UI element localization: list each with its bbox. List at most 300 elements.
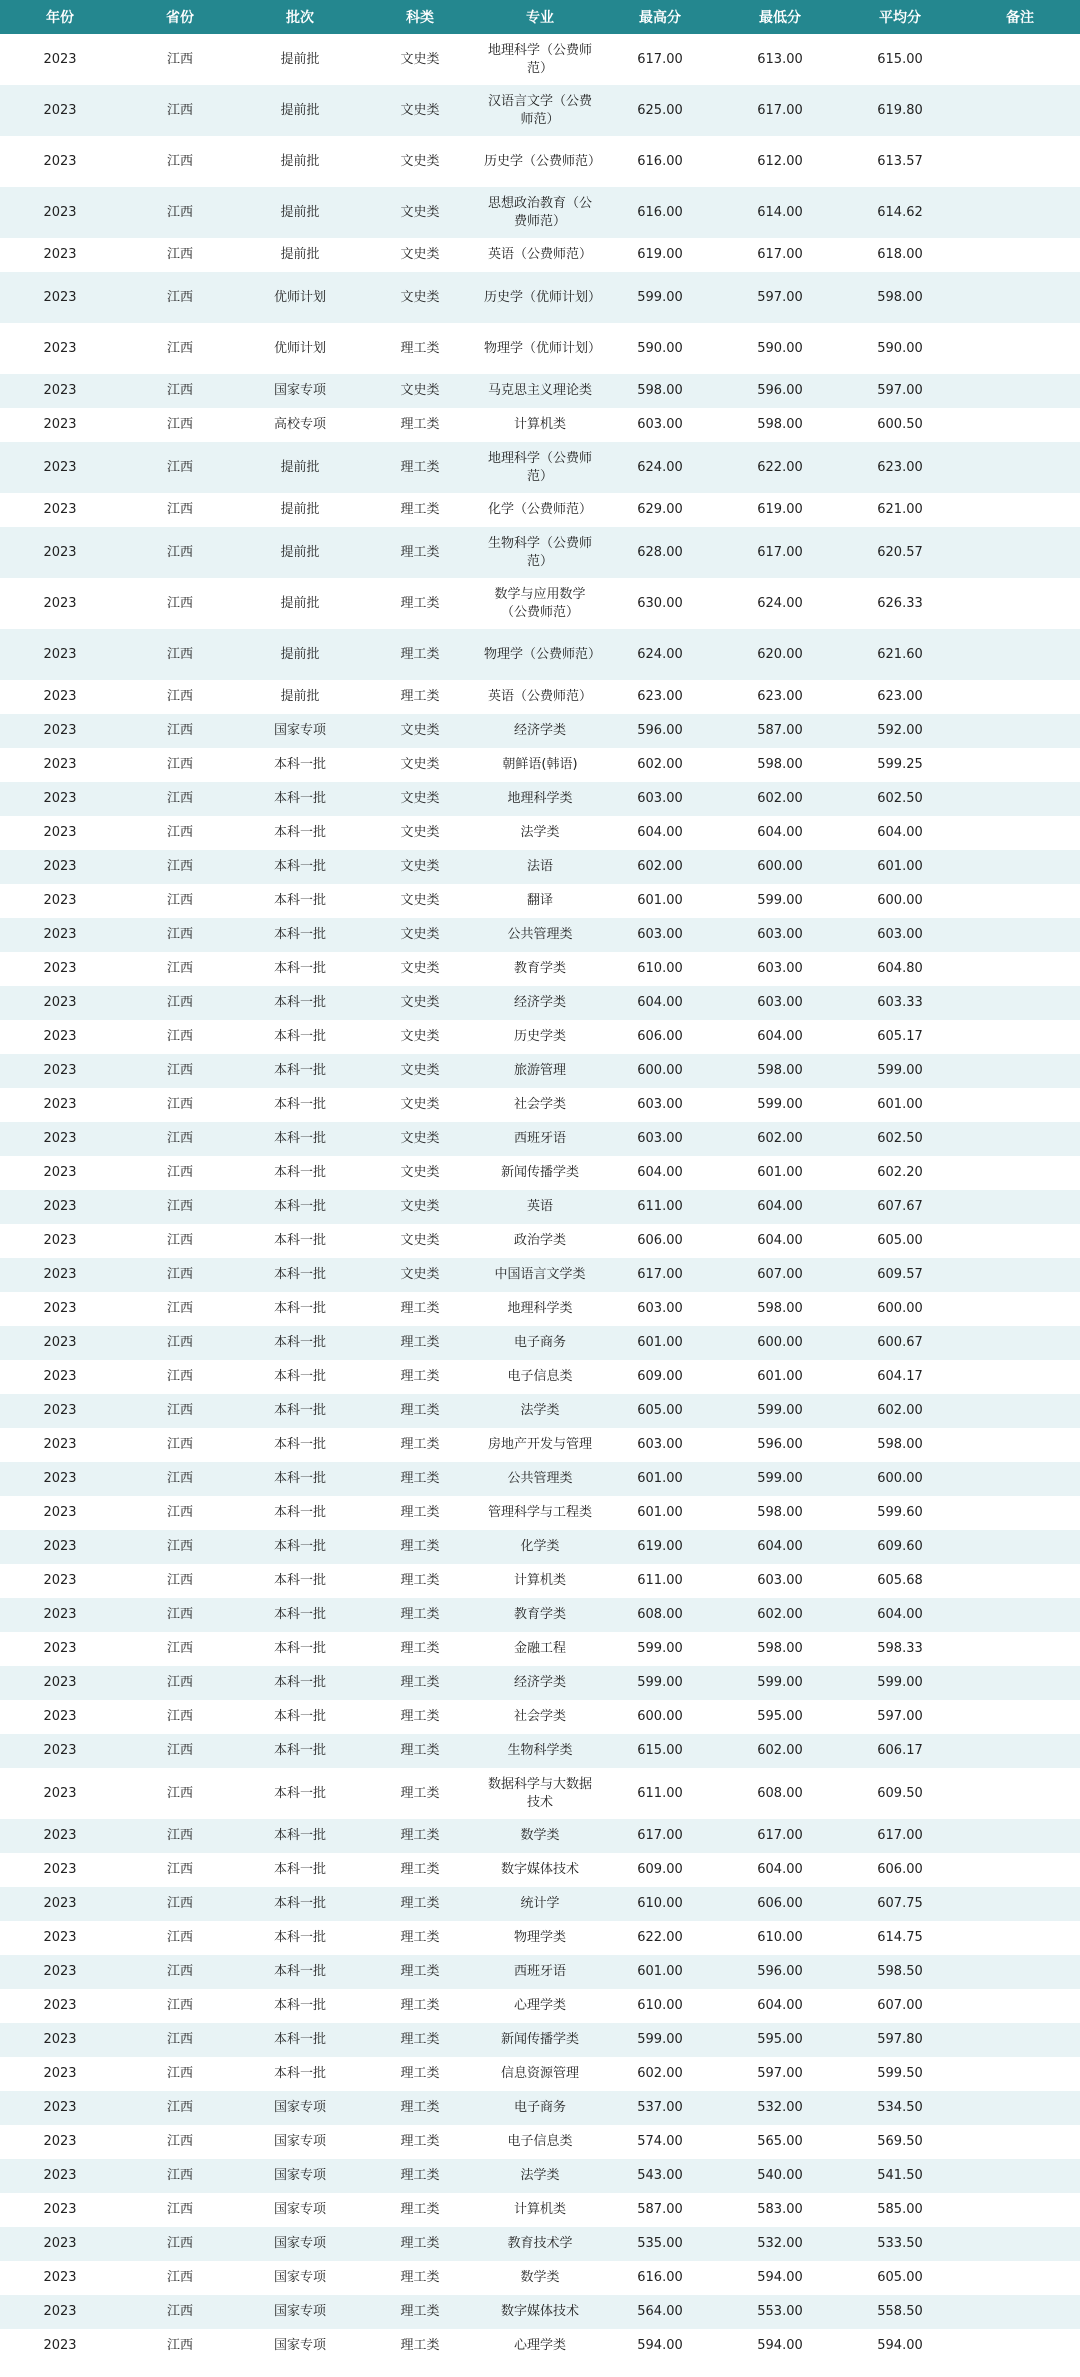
table-row [0, 1598, 1080, 1632]
cell-category: 理工类 [400, 1828, 440, 1843]
major-label: 数学与应用数学（公费师范） [494, 586, 586, 620]
cell-remarks [960, 1955, 1080, 1989]
cell-province: 江西 [166, 791, 193, 806]
cell-avg-score: 602.00 [877, 1403, 923, 1418]
cell-remarks [960, 2125, 1080, 2159]
cell-major [480, 680, 600, 714]
cell-category: 理工类 [400, 2202, 440, 2217]
cell-year: 2023 [43, 2134, 77, 2149]
cell-category: 理工类 [400, 1930, 440, 1945]
cell-category: 理工类 [400, 417, 440, 432]
cell-min-score: 604.00 [757, 1199, 803, 1214]
cell-remarks [960, 493, 1080, 527]
cell-category: 理工类 [400, 459, 440, 475]
cell-batch: 本科一批 [273, 2066, 326, 2081]
cell-province: 江西 [166, 383, 193, 398]
table-row [0, 952, 1080, 986]
cell-batch: 本科一批 [273, 1828, 326, 1843]
table-row [0, 85, 1080, 136]
cell-major [480, 1326, 600, 1360]
cell-province: 江西 [166, 689, 193, 704]
header-major: 专业 [526, 10, 554, 26]
major-label: 教育技术学 [507, 2236, 573, 2251]
cell-province: 江西 [166, 544, 193, 560]
cell-major [480, 187, 600, 238]
cell-min-score: 602.00 [757, 1607, 803, 1622]
cell-category: 文史类 [400, 791, 440, 806]
cell-category: 理工类 [400, 2236, 440, 2251]
cell-batch: 提前批 [280, 51, 320, 67]
major-label: 朝鲜语(韩语) [502, 757, 578, 772]
cell-max-score: 625.00 [637, 102, 683, 118]
table-row [0, 1734, 1080, 1768]
major-label: 管理科学与工程类 [487, 1505, 592, 1520]
cell-max-score: 610.00 [637, 1998, 683, 2013]
cell-max-score: 600.00 [637, 1709, 683, 1724]
cell-batch: 本科一批 [273, 1505, 326, 1520]
header-year: 年份 [46, 10, 74, 26]
table-row [0, 1122, 1080, 1156]
cell-year: 2023 [43, 1862, 77, 1877]
cell-min-score: 603.00 [757, 995, 803, 1010]
cell-max-score: 624.00 [637, 459, 683, 475]
major-label: 金融工程 [513, 1641, 566, 1656]
cell-province: 江西 [166, 2134, 193, 2149]
cell-min-score: 617.00 [757, 247, 803, 262]
cell-max-score: 606.00 [637, 1029, 683, 1044]
cell-year: 2023 [43, 1199, 77, 1214]
cell-province: 江西 [166, 927, 193, 942]
cell-batch: 提前批 [280, 502, 320, 517]
cell-batch: 提前批 [280, 595, 320, 611]
cell-max-score: 600.00 [637, 1063, 683, 1078]
cell-avg-score: 534.50 [877, 2100, 923, 2115]
cell-major [480, 782, 600, 816]
table-row [0, 1530, 1080, 1564]
table-row [0, 2091, 1080, 2125]
cell-category: 文史类 [400, 153, 440, 169]
cell-avg-score: 605.00 [877, 2270, 923, 2285]
major-label: 西班牙语 [513, 1131, 566, 1146]
cell-avg-score: 600.00 [877, 893, 923, 908]
cell-max-score: 587.00 [637, 2202, 683, 2217]
cell-batch: 本科一批 [273, 1964, 326, 1979]
table-row [0, 1496, 1080, 1530]
cell-avg-score: 601.00 [877, 859, 923, 874]
cell-remarks [960, 578, 1080, 629]
table-row [0, 986, 1080, 1020]
major-label: 法学类 [520, 825, 560, 840]
cell-min-score: 599.00 [757, 1403, 803, 1418]
cell-remarks [960, 1326, 1080, 1360]
cell-batch: 本科一批 [273, 1233, 326, 1248]
cell-year: 2023 [43, 689, 77, 704]
cell-major [480, 714, 600, 748]
cell-major [480, 2125, 600, 2159]
cell-category: 理工类 [400, 1505, 440, 1520]
cell-avg-score: 623.00 [877, 459, 923, 475]
cell-year: 2023 [43, 1437, 77, 1452]
cell-province: 江西 [166, 204, 193, 220]
cell-min-score: 598.00 [757, 417, 803, 432]
cell-batch: 本科一批 [273, 825, 326, 840]
cell-max-score: 590.00 [637, 340, 683, 356]
cell-remarks [960, 1632, 1080, 1666]
cell-province: 江西 [166, 1403, 193, 1418]
cell-min-score: 587.00 [757, 723, 803, 738]
cell-max-score: 609.00 [637, 1369, 683, 1384]
cell-batch: 国家专项 [273, 2168, 326, 2183]
cell-year: 2023 [43, 1029, 77, 1044]
cell-remarks [960, 1989, 1080, 2023]
cell-year: 2023 [43, 247, 77, 262]
cell-province: 江西 [166, 1862, 193, 1877]
cell-avg-score: 600.00 [877, 1301, 923, 1316]
cell-remarks [960, 1819, 1080, 1853]
cell-min-score: 598.00 [757, 1641, 803, 1656]
cell-year: 2023 [43, 544, 77, 560]
cell-avg-score: 626.33 [877, 595, 923, 611]
cell-batch: 本科一批 [273, 859, 326, 874]
cell-year: 2023 [43, 2168, 77, 2183]
cell-max-score: 602.00 [637, 2066, 683, 2081]
table-row [0, 2261, 1080, 2295]
cell-province: 江西 [166, 1131, 193, 1146]
cell-min-score: 565.00 [757, 2134, 803, 2149]
cell-batch: 本科一批 [273, 1403, 326, 1418]
major-label: 法语 [526, 859, 553, 874]
cell-batch: 本科一批 [273, 1896, 326, 1911]
cell-major [480, 986, 600, 1020]
major-label: 地理科学类 [507, 791, 573, 806]
cell-remarks [960, 1921, 1080, 1955]
cell-year: 2023 [43, 2270, 77, 2285]
cell-min-score: 617.00 [757, 1828, 803, 1843]
cell-year: 2023 [43, 1930, 77, 1945]
cell-year: 2023 [43, 502, 77, 517]
cell-year: 2023 [43, 757, 77, 772]
cell-min-score: 600.00 [757, 859, 803, 874]
cell-year: 2023 [43, 459, 77, 475]
major-label: 电子信息类 [507, 2134, 573, 2149]
major-label: 心理学类 [513, 1998, 566, 2013]
cell-province: 江西 [166, 859, 193, 874]
cell-province: 江西 [166, 2032, 193, 2047]
cell-major [480, 408, 600, 442]
cell-category: 理工类 [400, 595, 440, 611]
cell-min-score: 540.00 [757, 2168, 803, 2183]
cell-avg-score: 606.17 [877, 1743, 923, 1758]
cell-major [480, 2091, 600, 2125]
cell-year: 2023 [43, 1301, 77, 1316]
cell-category: 文史类 [400, 1131, 440, 1146]
major-label: 英语（公费师范） [487, 247, 592, 262]
cell-category: 文史类 [400, 723, 440, 738]
cell-year: 2023 [43, 1539, 77, 1554]
cell-major [480, 1989, 600, 2023]
table-row [0, 2329, 1080, 2363]
cell-max-score: 603.00 [637, 1437, 683, 1452]
table-row [0, 1955, 1080, 1989]
major-label: 英语 [526, 1199, 553, 1214]
cell-year: 2023 [43, 646, 77, 662]
cell-max-score: 537.00 [637, 2100, 683, 2115]
cell-major [480, 1530, 600, 1564]
cell-batch: 本科一批 [273, 1709, 326, 1724]
cell-category: 理工类 [400, 1471, 440, 1486]
cell-major [480, 918, 600, 952]
cell-province: 江西 [166, 723, 193, 738]
cell-province: 江西 [166, 893, 193, 908]
cell-min-score: 599.00 [757, 1675, 803, 1690]
cell-max-score: 603.00 [637, 1301, 683, 1316]
major-label: 数据科学与大数据技术 [487, 1776, 592, 1810]
cell-category: 理工类 [400, 1573, 440, 1588]
table-row [0, 1292, 1080, 1326]
table-row [0, 136, 1080, 187]
cell-remarks [960, 2227, 1080, 2261]
cell-province: 江西 [166, 1199, 193, 1214]
cell-major [480, 1734, 600, 1768]
cell-batch: 本科一批 [273, 1301, 326, 1316]
cell-avg-score: 621.00 [877, 502, 923, 517]
cell-batch: 本科一批 [273, 927, 326, 942]
cell-min-score: 595.00 [757, 1709, 803, 1724]
cell-avg-score: 599.00 [877, 1675, 923, 1690]
cell-batch: 本科一批 [273, 1165, 326, 1180]
cell-province: 江西 [166, 1641, 193, 1656]
cell-category: 理工类 [400, 2066, 440, 2081]
cell-category: 文史类 [400, 247, 440, 262]
major-label: 新闻传播学类 [500, 2032, 579, 2047]
table-row [0, 2193, 1080, 2227]
cell-year: 2023 [43, 1335, 77, 1350]
cell-avg-score: 600.67 [877, 1335, 923, 1350]
cell-avg-score: 600.50 [877, 417, 923, 432]
header-category: 科类 [406, 10, 434, 26]
cell-major [480, 1292, 600, 1326]
cell-major [480, 884, 600, 918]
major-label: 数字媒体技术 [500, 2304, 579, 2319]
table-row [0, 629, 1080, 680]
cell-province: 江西 [166, 459, 193, 475]
cell-batch: 本科一批 [273, 1097, 326, 1112]
cell-category: 理工类 [400, 2100, 440, 2115]
cell-batch: 高校专项 [273, 417, 326, 432]
cell-major [480, 323, 600, 374]
cell-category: 文史类 [400, 859, 440, 874]
cell-category: 理工类 [400, 2338, 440, 2353]
cell-max-score: 601.00 [637, 1964, 683, 1979]
cell-remarks [960, 2091, 1080, 2125]
cell-avg-score: 605.68 [877, 1573, 923, 1588]
cell-batch: 提前批 [280, 247, 320, 262]
major-label: 数学类 [520, 1828, 560, 1843]
cell-max-score: 543.00 [637, 2168, 683, 2183]
table-row [0, 1360, 1080, 1394]
cell-max-score: 608.00 [637, 1607, 683, 1622]
cell-remarks [960, 374, 1080, 408]
cell-major [480, 1020, 600, 1054]
cell-avg-score: 606.00 [877, 1862, 923, 1877]
cell-province: 江西 [166, 1828, 193, 1843]
cell-max-score: 609.00 [637, 1862, 683, 1877]
cell-max-score: 603.00 [637, 791, 683, 806]
table-row [0, 2023, 1080, 2057]
table-row [0, 323, 1080, 374]
cell-year: 2023 [43, 1675, 77, 1690]
table-row [0, 187, 1080, 238]
table-row [0, 2227, 1080, 2261]
cell-min-score: 590.00 [757, 340, 803, 356]
cell-batch: 国家专项 [273, 2202, 326, 2217]
cell-max-score: 601.00 [637, 1471, 683, 1486]
cell-batch: 本科一批 [273, 1437, 326, 1452]
cell-min-score: 617.00 [757, 544, 803, 560]
cell-avg-score: 604.80 [877, 961, 923, 976]
cell-min-score: 604.00 [757, 1233, 803, 1248]
cell-max-score: 601.00 [637, 1335, 683, 1350]
table-row [0, 1394, 1080, 1428]
cell-min-score: 620.00 [757, 646, 803, 662]
cell-major [480, 1666, 600, 1700]
cell-remarks [960, 629, 1080, 680]
cell-category: 文史类 [400, 1233, 440, 1248]
cell-max-score: 604.00 [637, 995, 683, 1010]
cell-year: 2023 [43, 1607, 77, 1622]
cell-max-score: 611.00 [637, 1785, 683, 1801]
cell-max-score: 623.00 [637, 689, 683, 704]
cell-batch: 本科一批 [273, 1785, 326, 1801]
cell-avg-score: 590.00 [877, 340, 923, 356]
cell-max-score: 535.00 [637, 2236, 683, 2251]
cell-avg-score: 623.00 [877, 689, 923, 704]
major-label: 物理学类 [513, 1930, 566, 1945]
cell-min-score: 608.00 [757, 1785, 803, 1801]
cell-max-score: 619.00 [637, 247, 683, 262]
cell-min-score: 614.00 [757, 204, 803, 220]
cell-major [480, 2261, 600, 2295]
cell-min-score: 594.00 [757, 2338, 803, 2353]
cell-batch: 本科一批 [273, 1471, 326, 1486]
table-row [0, 1921, 1080, 1955]
table-row [0, 1768, 1080, 1819]
cell-category: 文史类 [400, 1165, 440, 1180]
cell-major [480, 816, 600, 850]
cell-min-score: 596.00 [757, 383, 803, 398]
cell-batch: 本科一批 [273, 1998, 326, 2013]
cell-max-score: 603.00 [637, 1097, 683, 1112]
major-label: 翻译 [526, 893, 553, 908]
major-label: 化学（公费师范） [487, 502, 592, 517]
cell-avg-score: 598.33 [877, 1641, 923, 1656]
cell-province: 江西 [166, 1233, 193, 1248]
major-label: 公共管理类 [507, 927, 573, 942]
cell-remarks [960, 714, 1080, 748]
cell-batch: 提前批 [280, 544, 320, 560]
major-label: 数字媒体技术 [500, 1862, 579, 1877]
cell-batch: 提前批 [280, 102, 320, 118]
cell-max-score: 604.00 [637, 1165, 683, 1180]
cell-major [480, 1360, 600, 1394]
cell-remarks [960, 1666, 1080, 1700]
cell-category: 理工类 [400, 2168, 440, 2183]
cell-year: 2023 [43, 1709, 77, 1724]
cell-year: 2023 [43, 1131, 77, 1146]
cell-category: 理工类 [400, 2032, 440, 2047]
cell-max-score: 603.00 [637, 1131, 683, 1146]
cell-remarks [960, 1360, 1080, 1394]
cell-year: 2023 [43, 289, 77, 305]
cell-major [480, 2295, 600, 2329]
cell-min-score: 622.00 [757, 459, 803, 475]
cell-avg-score: 615.00 [877, 51, 923, 67]
cell-batch: 本科一批 [273, 757, 326, 772]
table-row [0, 1190, 1080, 1224]
cell-min-score: 596.00 [757, 1964, 803, 1979]
table-row [0, 884, 1080, 918]
cell-province: 江西 [166, 1165, 193, 1180]
cell-max-score: 601.00 [637, 1505, 683, 1520]
cell-major [480, 136, 600, 187]
cell-remarks [960, 85, 1080, 136]
cell-remarks [960, 1122, 1080, 1156]
cell-province: 江西 [166, 2338, 193, 2353]
cell-min-score: 598.00 [757, 757, 803, 772]
cell-province: 江西 [166, 2304, 193, 2319]
major-label: 法学类 [520, 1403, 560, 1418]
cell-batch: 提前批 [280, 153, 320, 169]
table-row [0, 1428, 1080, 1462]
cell-avg-score: 597.80 [877, 2032, 923, 2047]
cell-category: 文史类 [400, 1267, 440, 1282]
cell-major [480, 2057, 600, 2091]
cell-min-score: 599.00 [757, 1097, 803, 1112]
major-label: 经济学类 [513, 995, 566, 1010]
cell-max-score: 610.00 [637, 961, 683, 976]
cell-batch: 本科一批 [273, 1539, 326, 1554]
table-row [0, 1054, 1080, 1088]
cell-batch: 本科一批 [273, 1199, 326, 1214]
cell-major [480, 1564, 600, 1598]
cell-remarks [960, 782, 1080, 816]
cell-major [480, 1955, 600, 1989]
cell-year: 2023 [43, 1471, 77, 1486]
cell-province: 江西 [166, 961, 193, 976]
cell-avg-score: 600.00 [877, 1471, 923, 1486]
cell-avg-score: 599.60 [877, 1505, 923, 1520]
cell-year: 2023 [43, 1896, 77, 1911]
cell-batch: 国家专项 [273, 2304, 326, 2319]
cell-avg-score: 541.50 [877, 2168, 923, 2183]
cell-remarks [960, 680, 1080, 714]
cell-avg-score: 618.00 [877, 247, 923, 262]
cell-category: 理工类 [400, 502, 440, 517]
major-label: 旅游管理 [513, 1063, 566, 1078]
cell-province: 江西 [166, 646, 193, 662]
major-label: 心理学类 [513, 2338, 566, 2353]
cell-max-score: 599.00 [637, 289, 683, 305]
cell-category: 文史类 [400, 102, 440, 118]
cell-major [480, 1462, 600, 1496]
table-row [0, 408, 1080, 442]
table-row [0, 374, 1080, 408]
cell-batch: 本科一批 [273, 1369, 326, 1384]
cell-remarks [960, 1700, 1080, 1734]
cell-avg-score: 605.00 [877, 1233, 923, 1248]
cell-remarks [960, 1887, 1080, 1921]
major-label: 物理学（公费师范） [484, 646, 602, 662]
